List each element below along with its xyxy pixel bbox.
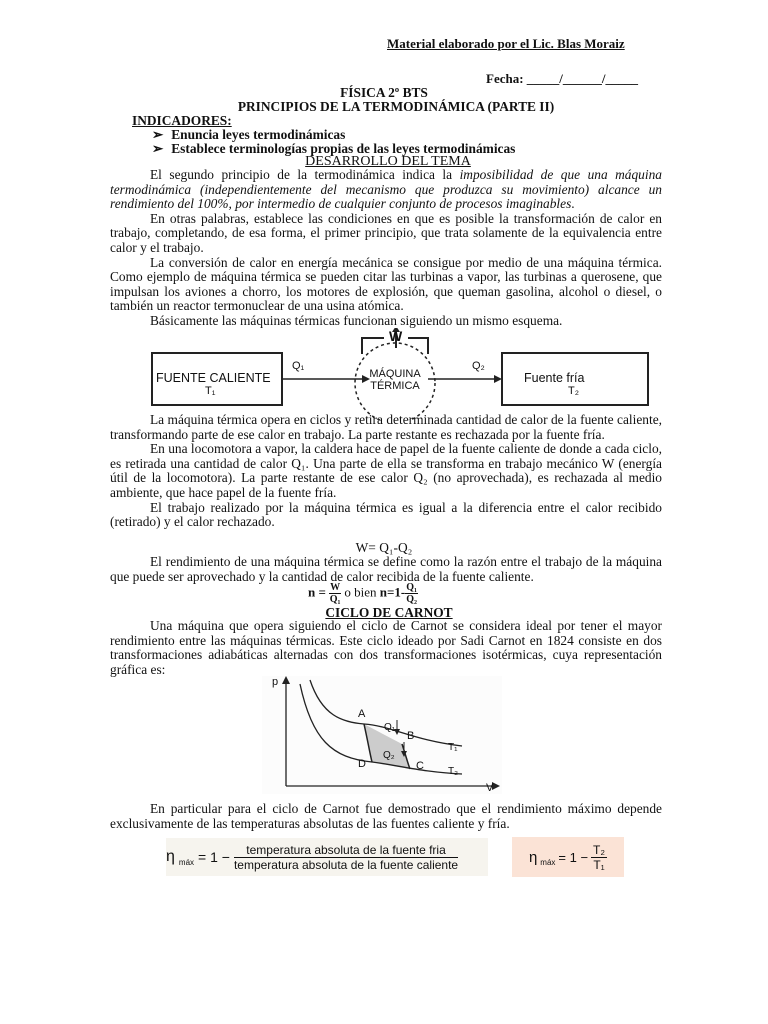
paragraph: El rendimiento de una máquina térmica se define como la razón entre el trabajo de la máquina que puede ser aprovechado y la cantidad de calor recibida de la fuente caliente. [110, 554, 662, 584]
q1-pv-label: Q₁ [384, 722, 396, 733]
point-c-label: C [416, 760, 424, 772]
work-formula: W= Q₁-Q₂ [355, 540, 413, 555]
work-label: W [389, 328, 403, 344]
pv-diagram [262, 676, 502, 794]
v-axis-label: V [486, 782, 494, 794]
development-heading: DESARROLLO DEL TEMA [305, 154, 471, 169]
body-text-block-1 [110, 168, 662, 329]
point-a-label: A [358, 708, 366, 720]
paragraph: Básicamente las máquinas térmicas funcionan siguiendo un mismo esquema. [150, 312, 563, 328]
hot-temp-label: T₁ [205, 385, 216, 397]
paragraph: En particular para el ciclo de Carnot fue demostrado que el rendimiento máximo depende exclusivamente de las temperaturas absolutas de las fuentes caliente y fría. [110, 801, 662, 831]
paragraph: El segundo principio de la termodinámica indica la imposibilidad de que una máquina termodinámica (independientemente del mecanismo que produzca su movimiento) alcance un rendimiento del 100%, por intermedio de cualquier conjunto de procesos imaginables. [110, 167, 662, 212]
author-credit: Material elaborado por el Lic. Blas Moraiz [387, 36, 625, 51]
paragraph: La máquina térmica opera en ciclos y retira determinada cantidad de calor de la fuente caliente, transformando parte de ese calor en trabajo. La parte restante es rechazada por la fuente fría. [110, 412, 662, 442]
paragraph: El trabajo realizado por la máquina térmica es igual a la diferencia entre el calor recibido (retirado) y el calor rechazado. [110, 499, 662, 530]
paragraph: Una máquina que opera siguiendo el ciclo de Carnot se considera ideal por tener el mayor rendimiento entre las máquinas térmicas. Este ciclo ideado por Sadi Carnot en 1824 consiste en dos transformaciones adiabáticas alternadas con dos transformaciones isotérmicas, cuya representación gráfica es: [110, 618, 662, 677]
q1-label: Q₁ [292, 360, 305, 372]
arrow-bullet-icon: ➢ [152, 141, 164, 156]
cold-source-label: Fuente fría [524, 371, 585, 385]
indicator-item: ➢ Enuncia leyes termodinámicas [152, 127, 346, 142]
body-text-block-3 [110, 555, 662, 584]
max-efficiency-formula-words: η máx = 1 − temperatura absoluta de la fuente fria temperatura absoluta de la fuente caliente [166, 838, 488, 876]
cold-temp-label: T₂ [568, 385, 579, 397]
p-axis-label: p [272, 676, 279, 688]
topic-title: PRINCIPIOS DE LA TERMODINÁMICA (PARTE II) [237, 99, 555, 114]
q2-pv-label: Q₂ [383, 750, 395, 761]
paragraph: La conversión de calor en energía mecánica se consigue por medio de una máquina térmica. Como ejemplo de máquina térmica se pueden citar las turbinas a vapor, las turbinas a querosene, que impulsan los aviones a chorro, los motores de explosión, que queman gasolina, alcohol o diesel, o también un reactor termonuclear de una usina atómica. [110, 254, 662, 314]
point-b-label: B [407, 730, 415, 742]
machine-label: MÁQUINA TÉRMICA [369, 368, 421, 392]
body-text-block-5 [110, 802, 662, 831]
body-text-block-2 [110, 413, 662, 530]
efficiency-formula: n = $\frac{W}{\text{Q₁}}$ o bien n=1- $\frac{\text{Q₁}}{\text{Q₂}}$ [308, 582, 418, 605]
paragraph: En otras palabras, establece las condiciones en que es posible la transformación de calor en trabajo, completando, de esa forma, el primer principio, que trata solamente de la equivalencia entre calor y el trabajo. [110, 210, 662, 255]
t1-pv-label: T₁ [448, 742, 458, 753]
indicator-item: ➢ Establece terminologías propias de las leyes termodinámicas [152, 141, 516, 156]
body-text-block-4 [110, 619, 662, 677]
q2-label: Q₂ [472, 360, 485, 372]
point-d-label: D [358, 758, 366, 770]
subject-title: FÍSICA 2º BTS [340, 85, 428, 100]
carnot-heading: CICLO DE CARNOT [325, 605, 453, 620]
max-efficiency-formula-symbols: η máx = 1 − $\frac{\text{T₂}}{\text{T₁}}$ [512, 837, 624, 877]
date-field: Fecha: _____/______/_____ [486, 71, 639, 86]
t2-pv-label: T₂ [448, 766, 458, 777]
hot-source-label: FUENTE CALIENTE [156, 371, 271, 385]
arrow-bullet-icon: ➢ [152, 127, 164, 142]
paragraph: En una locomotora a vapor, la caldera hace de papel de la fuente caliente de donde a cada ciclo, es retirada una cantidad de calor Q₁. Una parte de ella se transforma en trabajo mecánico W (energía útil de la locomotora). La parte restante de ese calor Q₂ (no aprovechada), es rechazada al medio ambiente, que hace papel de la fuente fría. [110, 441, 662, 500]
indicators-heading: INDICADORES: [132, 113, 232, 128]
